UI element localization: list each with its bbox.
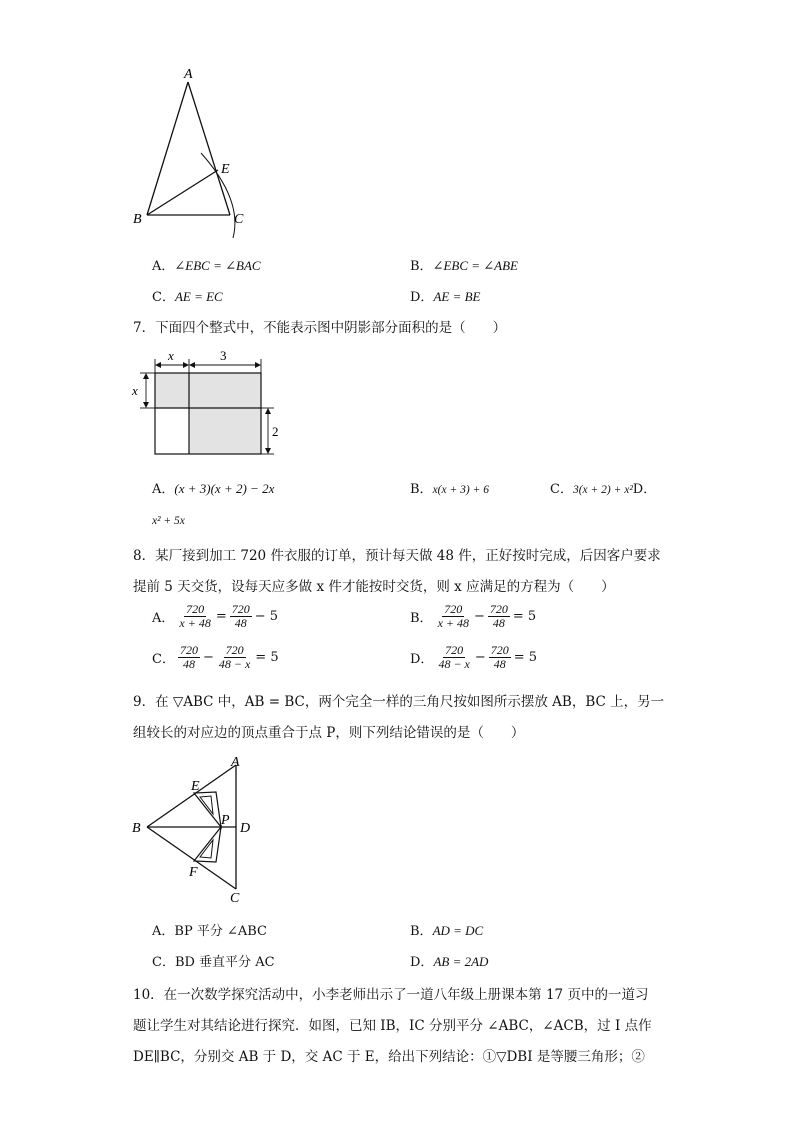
option-letter: D． [410,290,434,305]
q7-option-c[interactable] [550,478,656,497]
label-p: P [221,813,230,828]
q7-option-d[interactable] [152,513,185,528]
shaded-top-strip [155,373,261,408]
q9-option-b[interactable] [410,920,483,939]
fraction-1: $\frac{720}{48}$ [179,643,198,671]
q8-option-b[interactable]: B． $\frac{720}{x + 48}$ − $\frac{720}{48}$ = 5 [410,602,537,630]
label-2: 2 [272,424,279,439]
option-letter: C． [152,955,175,970]
rectangle-area-figure [128,345,288,460]
q9-option-a[interactable] [152,920,267,939]
option-text: BP 平分 ∠ABC [174,924,267,939]
q7-option-b[interactable] [410,478,489,497]
q9-option-d[interactable] [410,951,488,970]
q9-option-c[interactable] [152,951,275,970]
label-b: B [132,821,141,836]
option-letter: D． [410,651,434,667]
option-text: BD 垂直平分 AC [174,955,275,970]
option-letter: B． [410,610,433,626]
segment-be [147,170,218,215]
segment-ab [147,82,188,215]
option-text: AD = DC [432,923,484,938]
q8-option-d[interactable]: D． $\frac{720}{48 - x}$ − $\frac{720}{48}$ = 5 [410,643,538,671]
q6-option-a[interactable] [152,255,261,274]
label-x-top: x [168,348,174,363]
q10-stem-line1: 10．在一次数学探究活动中，小李老师出示了一道八年级上册课本第 17 页中的一道习 [133,987,649,1003]
q6-option-b[interactable] [410,255,518,274]
option-letter: B． [410,924,433,939]
option-letter: B． [410,259,433,274]
option-text: x(x + 3) + 6 [432,484,489,496]
option-letter: C． [152,290,175,305]
q7-stem: 7．下面四个整式中，不能表示图中阴影部分面积的是（ ） [133,320,507,336]
label-3: 3 [220,348,227,363]
q9-stem-line2: 组较长的对应边的顶点重合于点 P，则下列结论错误的是（ ） [133,725,525,741]
option-letter: B． [410,482,433,497]
label-f: F [189,865,198,880]
fraction-2: $\frac{720}{48}$ [231,602,250,630]
fraction-1: $\frac{720}{x + 48}$ [179,602,211,630]
triangle-abc-figure [125,60,265,240]
fraction-2: $\frac{720}{48 - x}$ [218,643,251,671]
label-a: A [231,755,240,770]
label-e: E [191,779,200,794]
option-text: (x + 3)(x + 2) − 2x [174,481,275,496]
q10-stem-line2: 题让学生对其结论进行探究．如图，已知 IB，IC 分别平分 ∠ABC，∠ACB，过 I 点作 [133,1018,652,1034]
arc-mark [201,153,235,238]
lower-set-square [194,827,221,862]
fraction-2: $\frac{720}{48}$ [490,643,509,671]
option-letter: A． [152,924,175,939]
option-letter: C． [550,482,573,497]
fraction-1: $\frac{720}{x + 48}$ [437,602,469,630]
label-x-left: x [132,383,138,398]
q9-stem-line1: 9．在 ▽ABC 中，AB = BC，两个完全一样的三角尺按如图所示摆放 AB，BC 上，另一 [133,694,665,710]
option-text: ∠EBC = ∠BAC [174,258,261,273]
option-text: x² + 5x [152,515,185,527]
label-a: A [184,67,193,82]
q6-option-d[interactable] [410,286,480,305]
label-c: C [234,212,244,227]
q8-option-a[interactable]: A． $\frac{720}{x + 48}$ = $\frac{720}{48}$ − 5 [152,602,279,630]
upper-set-square-inner [200,796,213,814]
q7-option-a[interactable] [152,478,274,497]
q8-stem-line2: 提前 5 天交货，设每天应多做 x 件才能按时交货，则 x 应满足的方程为（ ） [133,579,615,595]
option-text: AE = EC [174,289,223,304]
label-d: D [240,821,251,836]
fraction-1: $\frac{720}{48 - x}$ [438,643,470,671]
option-letter: A． [152,482,175,497]
label-c: C [230,891,240,906]
q8-stem-line1: 8．某厂接到加工 720 件衣服的订单，预计每天做 48 件，正好按时完成，后因客户要求 [133,548,661,564]
triangle-rulers-figure [125,752,270,907]
label-e: E [221,162,230,177]
upper-set-square [194,792,221,827]
segment-ac [188,82,230,215]
label-b: B [133,212,142,227]
option-letter: C． [152,651,175,667]
shaded-bottom-right [189,408,261,454]
q8-option-c[interactable]: C． $\frac{720}{48}$ − $\frac{720}{48 - x}$ = 5 [152,643,279,671]
q6-option-c[interactable] [152,286,223,305]
option-letter: D． [632,482,657,497]
option-text: 3(x + 2) + x² [572,484,633,496]
fraction-2: $\frac{720}{48}$ [489,602,508,630]
lower-set-square-inner [200,840,213,858]
option-letter: D． [410,955,434,970]
option-text: ∠EBC = ∠ABE [432,258,518,273]
option-text: AE = BE [433,289,481,304]
option-letter: A． [152,259,175,274]
q10-stem-line3: DE∥BC，分别交 AB 于 D，交 AC 于 E，给出下列结论：①▽DBI 是等腰三角形；② [133,1049,645,1065]
option-letter: A． [152,610,175,626]
option-text: AB = 2AD [433,954,489,969]
